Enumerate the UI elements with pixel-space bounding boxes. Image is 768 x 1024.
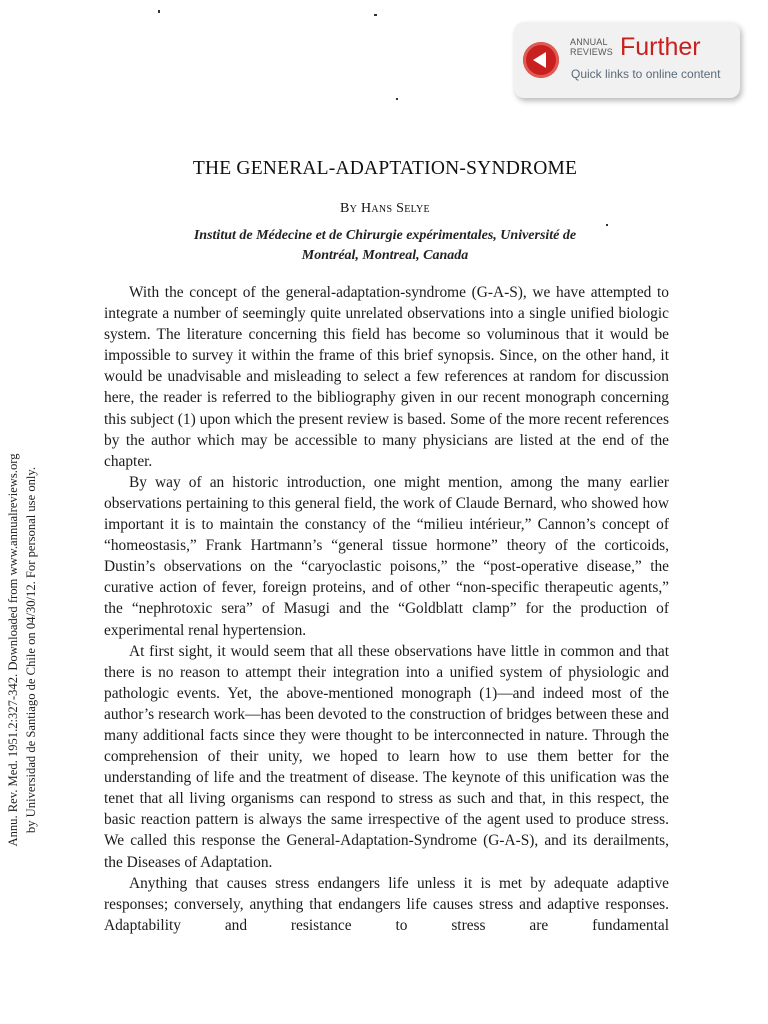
annual-reviews-further-badge[interactable]	[514, 22, 740, 98]
download-stamp	[4, 290, 40, 1010]
badge-tagline: Quick links to online content	[571, 67, 721, 81]
affiliation-line2: Montréal, Montreal, Canada	[301, 248, 469, 263]
body-paragraph: At first sight, it would seem that all these observations have little in common and that there is no reason to attempt their integration into a unified system of physiologic and pathologic events. Yet, the above-mentioned monograph (1)—and indeed most of the author’s research work—has been devoted to the construction of bridges between these and many additional facts since they were thought to be interconnected in nature. Through the comprehension of their unity, we hoped to learn how to use them better for the understanding of life and the treatment of disease. The keynote of this unification was the tenet that all living organisms can respond to stress as such and that, in this respect, the basic reaction pattern is always the same irrespective of the agent used to produce stress. We called this response the General-Adaptation-Syndrome (G-A-S), and its derailments, the Diseases of Adaptation.	[104, 642, 669, 871]
body-paragraph: By way of an historic introduction, one might mention, among the many earlier observations pertaining to this general field, the work of Claude Bernard, who showed how important it is to maintain the constancy of the “milieu intérieur,” Cannon’s concept of “homeostasis,” Frank Hartmann’s “general tissue hormone” theory of the corticoids, Dustin’s observations on the “caryoclastic poisons,” the “post-operative disease,” the curative action of fever, foreign proteins, and of other “non-specific therapeutic agents,” the “nephrotoxic sera” of Masugi and the “Goldblatt clamp” for the production of experimental renal hypertension.	[104, 473, 669, 639]
print-speck	[374, 14, 377, 16]
further-label: Further	[620, 33, 701, 61]
brand-reviews: REVIEWS	[570, 47, 613, 57]
print-speck	[396, 98, 398, 100]
body-paragraph: With the concept of the general-adaptation-syndrome (G-A-S), we have attempted to integrate a number of seemingly quite unrelated observations into a single unified biologic system. The literature concerning this field has become so voluminous that it would be impossible to survey it within the frame of this brief synopsis. Since, on the other hand, it would be unadvisable and misleading to select a few references at random for discussion here, the reader is referred to the bibliography given in our recent monograph concerning this subject (1) upon which the present review is based. Some of the more recent references by the author which may be accessible to many physicians are listed at the end of the chapter.	[104, 284, 669, 470]
play-icon	[523, 42, 559, 78]
article-body	[104, 282, 669, 936]
print-speck	[158, 10, 160, 13]
article-author: By Hans Selye	[340, 201, 430, 216]
brand-annual: ANNUAL	[570, 37, 608, 47]
article-title: THE GENERAL-ADAPTATION-SYNDROME	[192, 158, 578, 179]
download-stamp-line1: Annu. Rev. Med. 1951.2:327-342. Downloaded from www.annualreviews.org	[6, 453, 20, 847]
body-paragraph: Anything that causes stress endangers life unless it is met by adequate adaptive responses; conversely, anything that endangers life causes stress and adaptive responses. Adaptability and resistance to stress are fundamental	[104, 874, 669, 934]
article-affiliation	[110, 226, 660, 266]
download-stamp-line2: by Universidad de Santiago de Chile on 04/30/12. For personal use only.	[24, 466, 38, 834]
affiliation-line1: Institut de Médecine et de Chirurgie expérimentales, Université de	[193, 228, 577, 243]
